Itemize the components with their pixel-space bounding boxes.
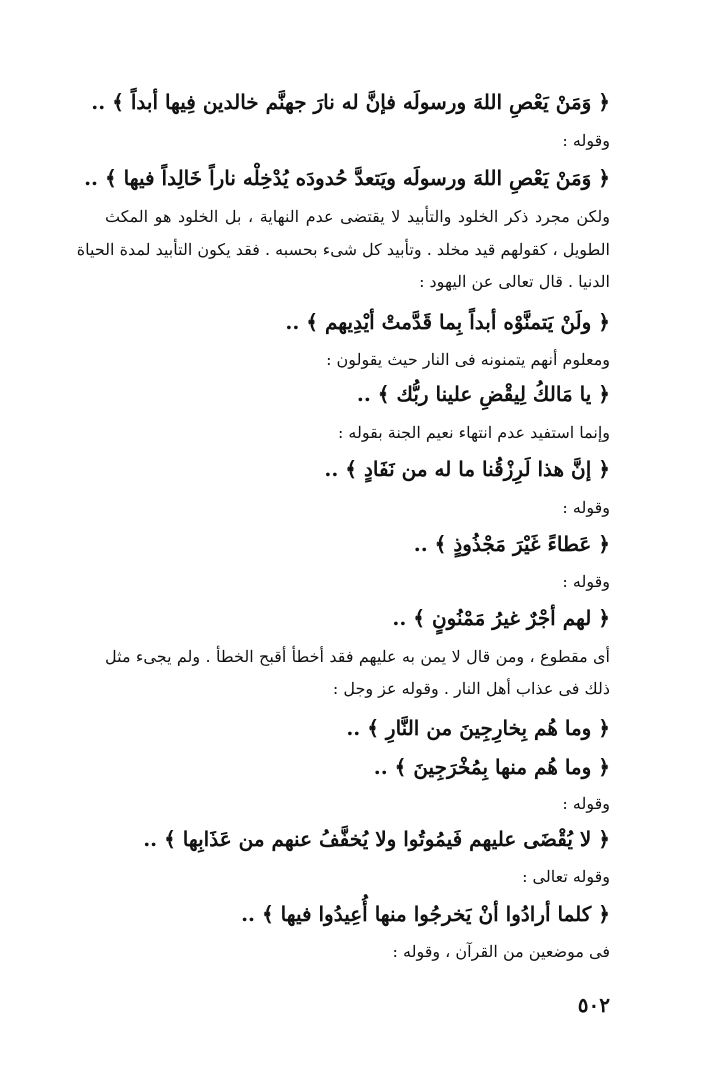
text-line-4: ولكن مجرد ذكر الخلود والتأبيد لا يقتضى عدم النهاية ، بل الخلود هو المكث: [105, 207, 610, 226]
verse-line-13: ﴿ عَطاءً غَيْرَ مَجْذُوذٍ ﴾ ..: [413, 532, 610, 556]
text-line-22: وقوله تعالى :: [522, 867, 610, 886]
verse-line-18: ﴿ وما هُم بِخارِجِينَ من النَّارِ ﴾ ..: [346, 716, 610, 740]
text-line-24: فى موضعين من القرآن ، وقوله :: [392, 942, 610, 961]
verse-line-15: ﴿ لهم أجْرٌ غيرُ مَمْنُونٍ ﴾ ..: [392, 606, 610, 630]
text-line-10: وإنما استفيد عدم انتهاء نعيم الجنة بقوله :: [337, 423, 610, 442]
text-line-6: الدنيا . قال تعالى عن اليهود :: [419, 272, 610, 291]
text-line-17: ذلك فى عذاب أهل النار . وقوله عز وجل :: [332, 679, 610, 698]
verse-line-7: ﴿ ولَنْ يَتمنَّوْه أبداً بِما قَدَّمتْ أيْدِيهم ﴾ ..: [285, 310, 610, 334]
verse-line-23: ﴿ كلما أرادُوا أنْ يَخرجُوا منها أُعِيدُوا فيها ﴾ ..: [241, 902, 610, 926]
verse-line-19: ﴿ وما هُم منها بِمُخْرَجِينَ ﴾ ..: [373, 755, 610, 779]
text-line-16: أى مقطوع ، ومن قال لا يمن به عليهم فقد أخطأ أقبح الخطأ . ولم يجىء مثل: [105, 647, 610, 666]
verse-line-11: ﴿ إنَّ هذا لَرِزْقُنا ما له من نَفَادٍ ﴾ ..: [324, 457, 610, 481]
text-line-14: وقوله :: [562, 572, 610, 591]
verse-line-21: ﴿ لا يُقْضَى عليهم فَيمُوتُوا ولا يُخفَّفُ عنهم من عَذَابِها ﴾ ..: [143, 827, 610, 851]
text-line-20: وقوله :: [562, 794, 610, 813]
verse-line-9: ﴿ يا مَالكُ لِيقْضِ علينا ربُّك ﴾ ..: [356, 382, 610, 406]
verse-line-1: ﴿ وَمَنْ يَعْصِ اللهَ ورسولَه فإنَّ له نارَ جهنَّم خالدين فِيها أبداً ﴾ ..: [91, 90, 610, 114]
text-line-2: وقوله :: [562, 131, 610, 150]
text-line-5: الطويل ، كقولهم قيد مخلد . وتأبيد كل شىء بحسبه . فقد يكون التأبيد لمدة الحياة: [76, 240, 610, 259]
text-line-8: ومعلوم أنهم يتمنونه فى النار حيث يقولون :: [326, 350, 610, 369]
page-number: ٥٠٢: [577, 993, 610, 1017]
verse-line-3: ﴿ وَمَنْ يَعْصِ اللهَ ورسولَه ويَتعدَّ حُدودَه يُدْخِلْه ناراً خَالِداً فيها ﴾ ..: [84, 166, 610, 190]
text-line-12: وقوله :: [562, 498, 610, 517]
